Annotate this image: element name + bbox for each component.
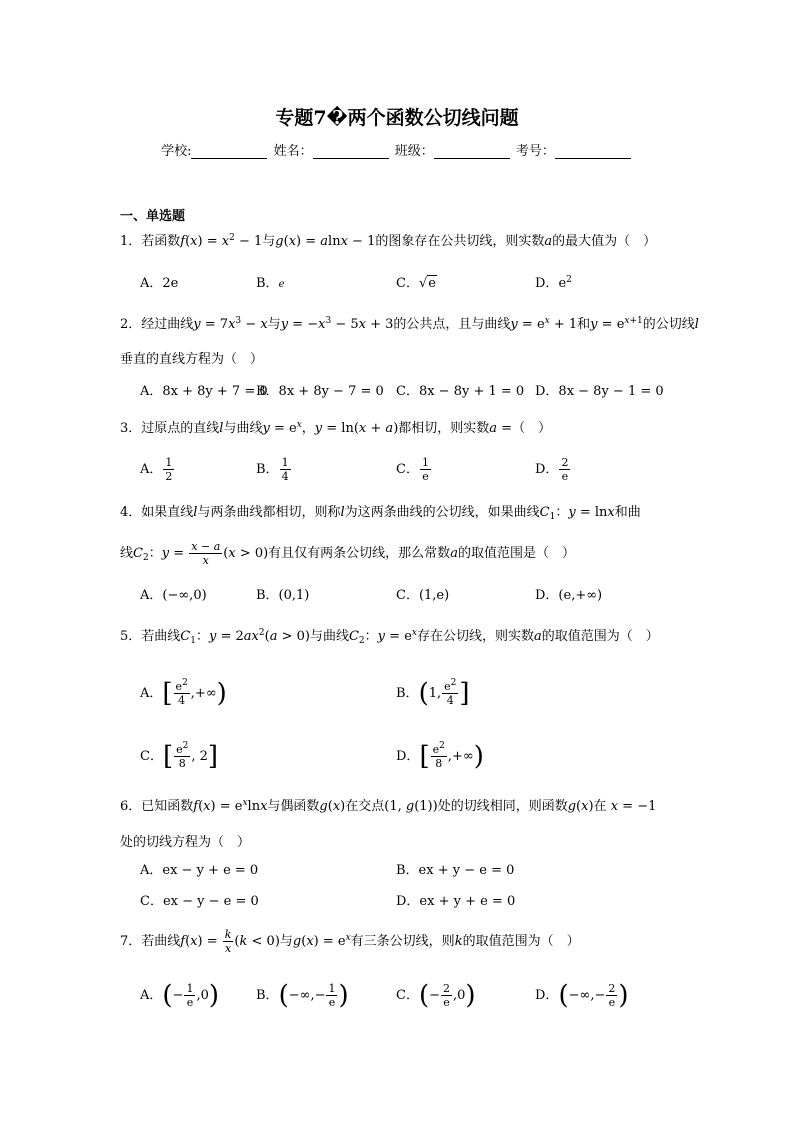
q4-option-d[interactable]: D．(e,+∞)	[535, 588, 603, 603]
q4-option-c[interactable]: C．(1,e)	[396, 588, 450, 603]
q6-option-d[interactable]: D．ex + y + e = 0	[396, 894, 516, 909]
q2-option-c[interactable]: C．8x − 8y + 1 = 0	[396, 384, 525, 399]
q6-option-b[interactable]: B．ex + y − e = 0	[396, 863, 515, 878]
q5-option-a[interactable]: A．[ $\frac{e^2}{4}$ ,+∞)	[140, 678, 227, 709]
class-blank[interactable]	[434, 144, 510, 159]
school-label: 学校:	[161, 144, 192, 159]
q4-option-a[interactable]: A．(−∞,0)	[140, 588, 207, 603]
q5-option-d[interactable]: D．[ $\frac{e^2}{8}$ ,+∞)	[396, 741, 484, 772]
question-2: 2．经过曲线$y = 7x^3 - x$与$y = -x^3 - 5x + 3$的公共点，且与曲线$y = e^x + 1$和$y = e^{x+1}$的公切线l	[120, 316, 699, 332]
q1-option-b[interactable]: B．e	[256, 276, 285, 291]
q5-option-c[interactable]: C．[ $\frac{e^2}{8}$ , 2]	[140, 741, 219, 772]
q7-option-b[interactable]: B．(−∞,− $\frac{1}{e}$ )	[256, 980, 349, 1011]
question-7: 7．若曲线f(x) = $\frac{k}{x}$ (k < 0)与$g(x) = e^x$有三条公切线，则k的取值范围为（ ）	[120, 928, 580, 955]
q7-option-d[interactable]: D．(−∞,− $\frac{2}{e}$ )	[535, 980, 629, 1011]
question-1: 1．若函数$f(x) = x^2 - 1$与g(x) = alnx − 1的图象存在公共切线，则实数a的最大值为（ ）	[120, 233, 657, 249]
q1-option-c[interactable]: C．√e	[396, 276, 436, 291]
page-title: 专题7�两个函数公切线问题	[275, 107, 519, 129]
q7-option-a[interactable]: A．(− $\frac{1}{e}$ ,0)	[140, 980, 220, 1011]
q2-option-b[interactable]: B．8x + 8y − 7 = 0	[256, 384, 384, 399]
question-2-line-2: 垂直的直线方程为（ ）	[120, 352, 264, 367]
exam-blank[interactable]	[555, 144, 631, 159]
q7-option-c[interactable]: C．(− $\frac{2}{e}$ ,0)	[396, 980, 476, 1011]
class-label: 班级：	[394, 144, 434, 159]
student-info-line	[0, 140, 794, 159]
q6-option-c[interactable]: C．ex − y − e = 0	[140, 894, 259, 909]
q1-option-d[interactable]: D．$e^2$	[535, 275, 572, 291]
name-blank[interactable]	[313, 144, 389, 159]
name-label: 姓名：	[273, 144, 313, 159]
q6-option-a[interactable]: A．ex − y + e = 0	[140, 863, 259, 878]
question-5: 5．若曲线$C_1$：$y = 2ax^2(a > 0)$与曲线$C_2$：$y = e^x$存在公切线，则实数a的取值范围为（ ）	[120, 628, 659, 646]
question-6-line-2: 处的切线方程为（ ）	[120, 835, 251, 850]
q3-option-c[interactable]: C． $\frac{1}{e}$	[396, 456, 429, 483]
q5-option-b[interactable]: B．(1, $\frac{e^2}{4}$ ]	[396, 678, 470, 709]
exam-label: 考号：	[515, 144, 555, 159]
q3-option-a[interactable]: A． $\frac{1}{2}$	[140, 456, 173, 483]
q2-option-a[interactable]: A．8x + 8y + 7 = 0	[140, 384, 268, 399]
school-blank[interactable]	[191, 144, 267, 159]
question-4: 4．如果直线l与两条曲线都相切，则称l为这两条曲线的公切线，如果曲线$C_1$：y = lnx和曲	[120, 505, 641, 522]
question-4-line-2: 线$C_2$：y = $\frac{x - a}{x}$ (x > 0)有且仅有两条公切线，那么常数a的取值范围是（ ）	[120, 540, 575, 567]
q3-option-d[interactable]: D． $\frac{2}{e}$	[535, 456, 569, 483]
q3-option-b[interactable]: B． $\frac{1}{4}$	[256, 456, 289, 483]
section-heading: 一、单选题	[120, 209, 186, 224]
q1-option-a[interactable]: A．2e	[140, 276, 179, 291]
q4-option-b[interactable]: B．(0,1)	[256, 588, 310, 603]
q2-option-d[interactable]: D．8x − 8y − 1 = 0	[535, 384, 664, 399]
question-6: 6．已知函数$f(x) = e^x\ln x$与偶函数g(x)在交点(1, g(1))处的切线相同，则函数g(x)在 x = −1	[120, 798, 657, 814]
question-3: 3．过原点的直线l与曲线$y = e^x$，y = ln(x + a)都相切，则实数a =（ ）	[120, 420, 552, 436]
